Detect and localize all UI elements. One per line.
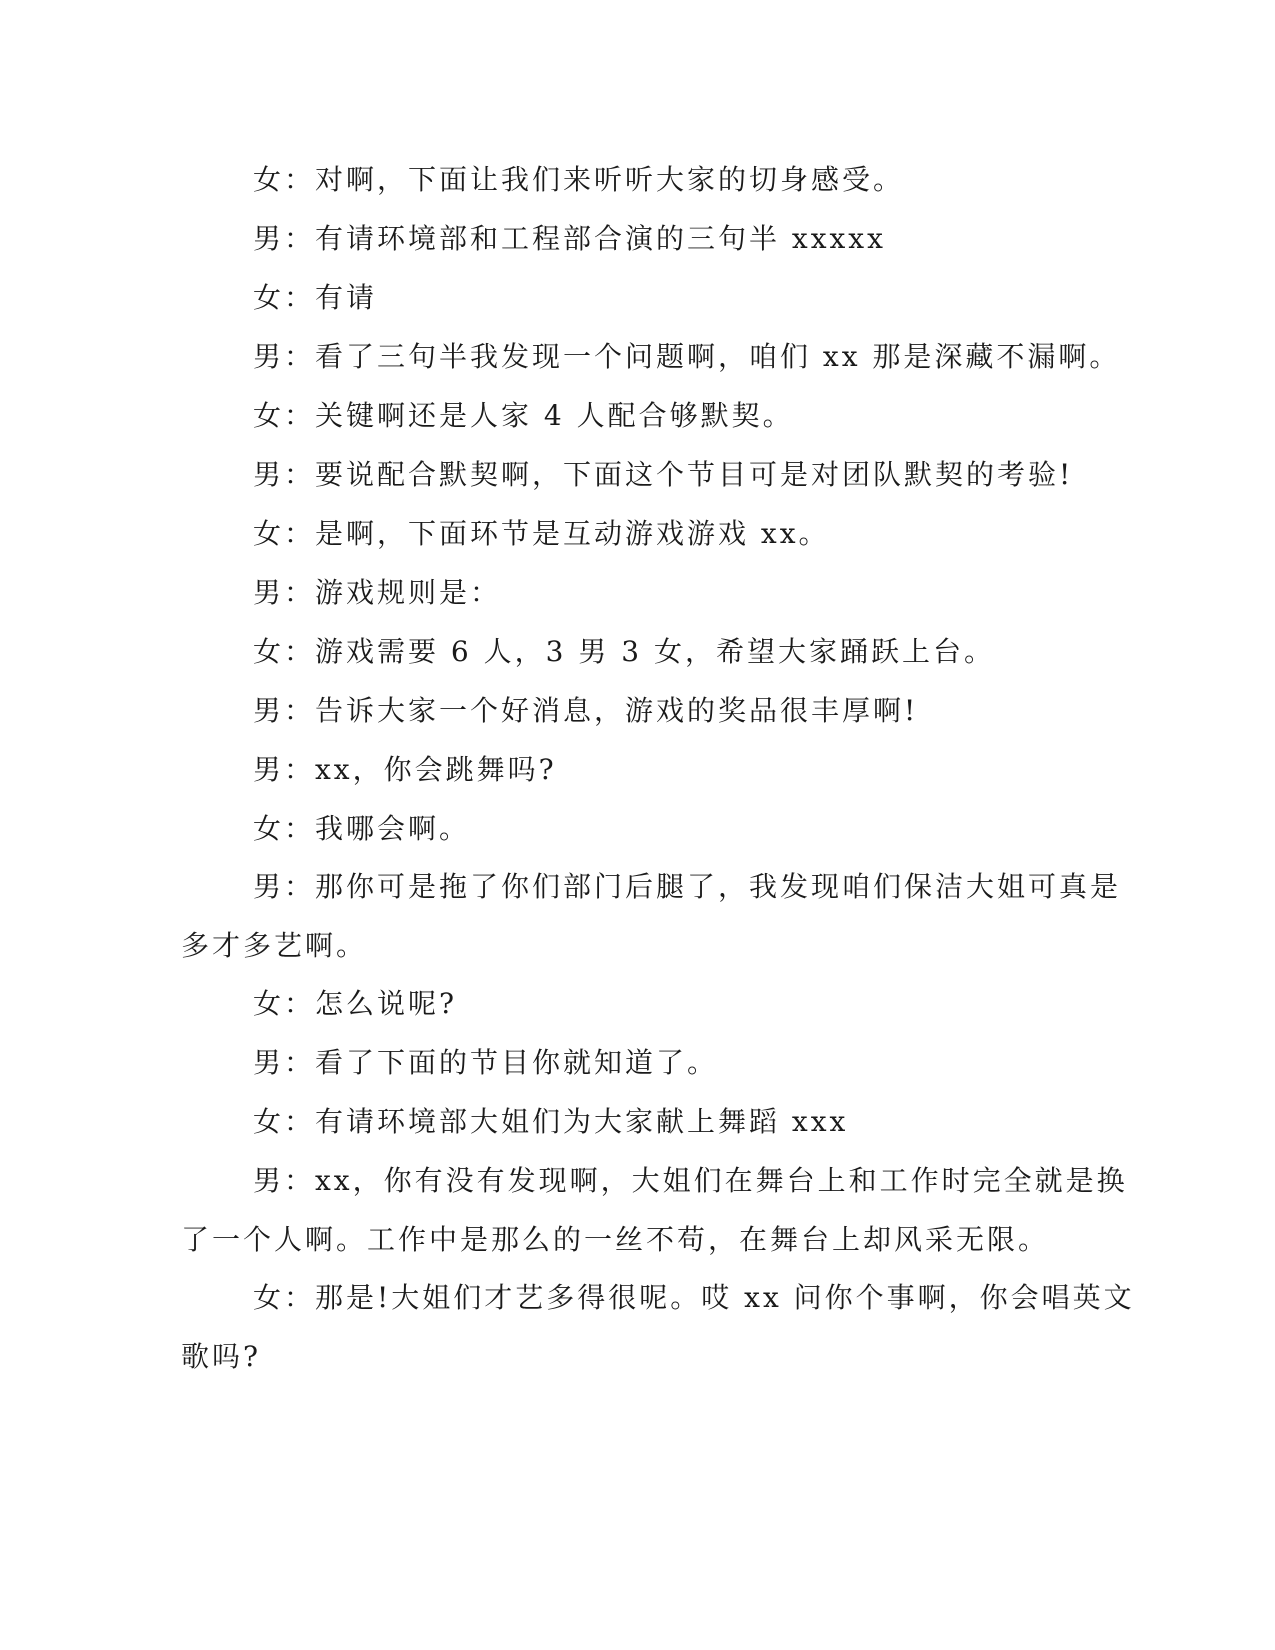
dialogue-line: 男：告诉大家一个好消息，游戏的奖品很丰厚啊! xyxy=(253,694,919,727)
dialogue-line: 男：那你可是拖了你们部门后腿了，我发现咱们保洁大姐可真是 xyxy=(253,870,1122,903)
dialogue-line: 男：xx，你有没有发现啊，大姐们在舞台上和工作时完全就是换 xyxy=(253,1164,1128,1197)
dialogue-line-continuation: 了一个人啊。工作中是那么的一丝不苟，在舞台上却风采无限。 xyxy=(181,1223,1050,1256)
dialogue-line: 女：那是!大姐们才艺多得很呢。哎 xx 问你个事啊，你会唱英文 xyxy=(253,1281,1135,1314)
dialogue-line: 女：对啊，下面让我们来听听大家的切身感受。 xyxy=(253,163,905,196)
dialogue-line: 女：我哪会啊。 xyxy=(253,812,471,845)
dialogue-line: 男：xx，你会跳舞吗? xyxy=(253,753,557,786)
dialogue-line: 男：看了三句半我发现一个问题啊，咱们 xx 那是深藏不漏啊。 xyxy=(253,340,1121,373)
dialogue-line: 女：关键啊还是人家 4 人配合够默契。 xyxy=(253,399,794,432)
dialogue-line: 男：要说配合默契啊，下面这个节目可是对团队默契的考验! xyxy=(253,458,1074,491)
dialogue-line: 女：有请环境部大姐们为大家献上舞蹈 xxx xyxy=(253,1105,849,1138)
dialogue-line: 女：有请 xyxy=(253,281,378,314)
dialogue-line: 男：游戏规则是： xyxy=(253,576,502,609)
dialogue-line: 男：有请环境部和工程部合演的三句半 xxxxx xyxy=(253,222,886,255)
dialogue-line-continuation: 多才多艺啊。 xyxy=(181,929,368,962)
dialogue-line: 女：怎么说呢? xyxy=(253,987,458,1020)
dialogue-line-continuation: 歌吗? xyxy=(181,1340,262,1373)
dialogue-line: 女：是啊，下面环节是互动游戏游戏 xx。 xyxy=(253,517,830,550)
dialogue-line: 男：看了下面的节目你就知道了。 xyxy=(253,1046,719,1079)
dialogue-line: 女：游戏需要 6 人，3 男 3 女，希望大家踊跃上台。 xyxy=(253,635,995,668)
